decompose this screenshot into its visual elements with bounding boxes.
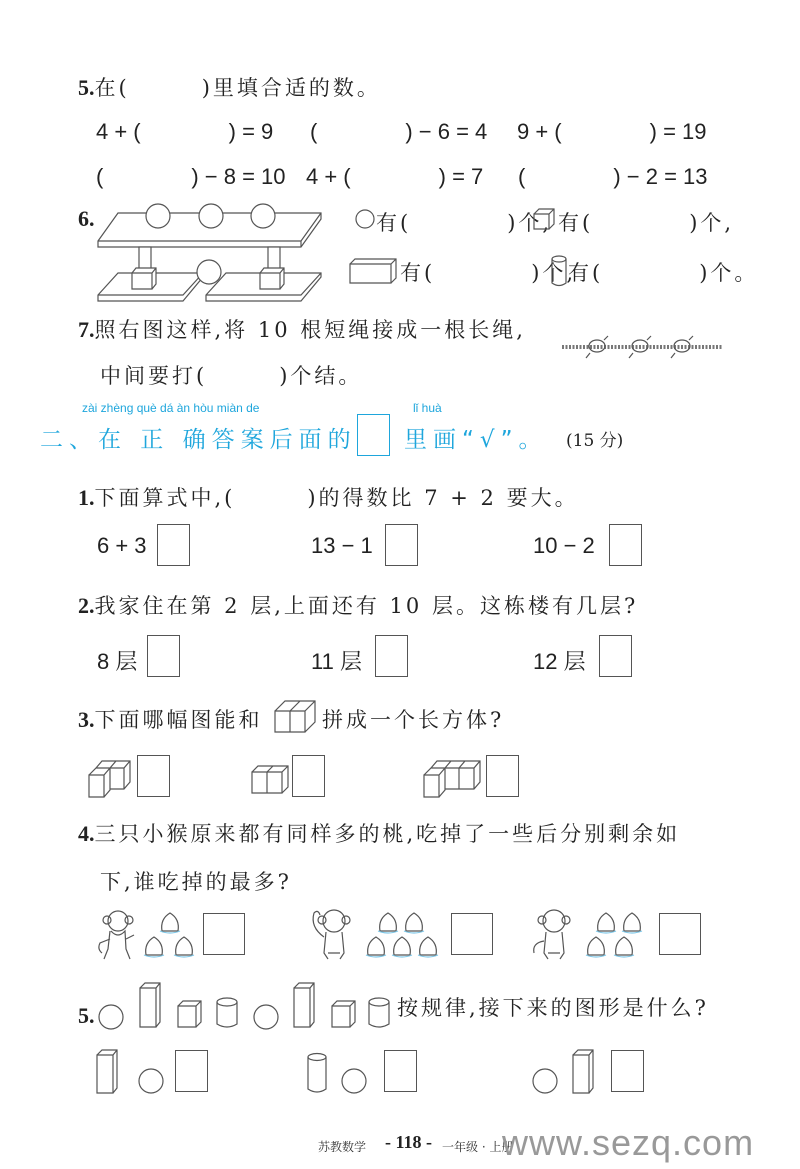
s2-q1-option-1-checkbox[interactable]: [157, 524, 190, 566]
q7-line2[interactable]: 中间要打( )个结。: [100, 364, 363, 388]
s2-q2-option-3-label: 12 层: [533, 649, 586, 674]
s2-q5-option-2-figure: [306, 1053, 368, 1095]
s2-q4-number: 4.: [78, 821, 95, 846]
q6-cube-count[interactable]: 有( )个,: [558, 211, 735, 235]
s2-q2-text: 我家住在第 2 层,上面还有 10 层。这栋楼有几层?: [94, 594, 639, 618]
q5-eq-2[interactable]: ( ) − 6 = 4: [310, 119, 488, 144]
peach-group-1-icon: [140, 909, 200, 961]
q5-eq-6[interactable]: ( ) − 2 = 13: [518, 164, 708, 189]
q7-text: 照右图这样,将 10 根短绳接成一根长绳,: [94, 318, 526, 342]
s2-q5-option-1-figure: [96, 1047, 168, 1095]
s2-q2-option-1-checkbox[interactable]: [147, 635, 180, 677]
s2-q3-option-1-checkbox[interactable]: [137, 755, 170, 797]
s2-q5-option-1-checkbox[interactable]: [175, 1050, 208, 1092]
s2-q5-number: 5.: [78, 1003, 95, 1028]
s2-q1-option-3-checkbox[interactable]: [609, 524, 642, 566]
s2-q1-prompt: [78, 482, 579, 512]
s2-q2-prompt: [78, 590, 638, 620]
shelf-figure: [96, 203, 321, 303]
q5-text: 在( )里填合适的数。: [94, 76, 381, 100]
s2-q3-option-2-checkbox[interactable]: [292, 755, 325, 797]
s2-q2-option-3-checkbox[interactable]: [599, 635, 632, 677]
cuboid-icon: [349, 258, 399, 284]
cube-icon: [533, 208, 555, 230]
cylinder-icon: [551, 255, 567, 287]
page-number: - 118 -: [385, 1132, 432, 1152]
s2-q2-option-2-checkbox[interactable]: [375, 635, 408, 677]
monkey-2-icon: [306, 907, 356, 961]
shape-sequence-figure: [96, 980, 396, 1030]
q6-sphere-count[interactable]: 有( )个,: [376, 211, 553, 235]
s2-q2-option-2-label: 11 层: [311, 649, 362, 674]
s2-q4-option-3-checkbox[interactable]: [659, 913, 701, 955]
q5-eq-4[interactable]: ( ) − 8 = 10: [96, 164, 286, 189]
s2-q1-option-2-checkbox[interactable]: [385, 524, 418, 566]
s2-q2-number: 2.: [78, 593, 95, 618]
s2-q3-prompt-b: 拼成一个长方体?: [322, 708, 505, 732]
s2-q5-prompt: 按规律,接下来的图形是什么?: [397, 996, 709, 1020]
s2-q5-option-3-figure: [531, 1047, 603, 1095]
s2-q3-number: 3.: [78, 707, 95, 732]
q5-prompt: [78, 72, 381, 102]
q7-number: 7.: [78, 317, 95, 342]
s2-q4-text: 三只小猴原来都有同样多的桃,吃掉了一些后分别剩余如: [94, 822, 681, 846]
s2-q4-option-2-checkbox[interactable]: [451, 913, 493, 955]
s2-q1-text: 下面算式中,( )的得数比 7 + 2 要大。: [94, 486, 579, 510]
s2-q1-option-3-label: 10 − 2: [533, 533, 595, 558]
two-cube-block-icon: [274, 699, 316, 733]
section2-title-left: 二、在 正 确答案后面的: [40, 427, 357, 453]
peach-group-2-icon: [364, 909, 444, 961]
s2-q3-option-3-figure: [423, 758, 481, 798]
header-pinyin-right: lǐ huà: [413, 401, 442, 415]
s2-q3-text-a: 下面哪幅图能和: [94, 708, 263, 732]
section2-score: (15 分): [566, 431, 624, 451]
s2-q1-number: 1.: [78, 485, 95, 510]
s2-q5-option-2-checkbox[interactable]: [384, 1050, 417, 1092]
monkey-3-icon: [530, 907, 574, 961]
footer-grade: 一年级 · 上册: [442, 1140, 514, 1154]
s2-q3-option-2-figure: [251, 764, 289, 800]
header-answer-box-icon: [357, 414, 390, 456]
q7-line1: [78, 314, 526, 344]
q5-eq-3[interactable]: 9 + ( ) = 19: [517, 119, 707, 144]
q6-number: 6.: [78, 206, 95, 231]
s2-q1-option-2-label: 13 − 1: [311, 533, 373, 558]
q6-cylinder-count[interactable]: 有( )个。: [568, 261, 759, 285]
s2-q3-option-1-figure: [88, 758, 132, 798]
rope-knots-figure: [562, 335, 722, 361]
section2-title-right: 里画“√”。: [404, 427, 548, 453]
q5-number: 5.: [78, 75, 95, 100]
q6-cuboid-count[interactable]: 有( )个,: [400, 261, 577, 285]
header-pinyin-left: zài zhèng què dá àn hòu miàn de: [82, 401, 260, 415]
s2-q3-prompt-a: [78, 704, 263, 734]
sphere-icon: [355, 208, 375, 230]
s2-q4-line2: 下,谁吃掉的最多?: [100, 870, 292, 894]
q5-eq-5[interactable]: 4 + ( ) = 7: [306, 164, 484, 189]
peach-group-3-icon: [582, 909, 650, 961]
watermark: www.sezq.com: [502, 1122, 755, 1163]
s2-q5-option-3-checkbox[interactable]: [611, 1050, 644, 1092]
monkey-1-icon: [96, 909, 140, 961]
s2-q3-option-3-checkbox[interactable]: [486, 755, 519, 797]
q5-eq-1[interactable]: 4 + ( ) = 9: [96, 119, 274, 144]
footer-book-name: 苏教数学: [318, 1140, 367, 1154]
s2-q2-option-1-label: 8 层: [97, 649, 138, 674]
s2-q4-option-1-checkbox[interactable]: [203, 913, 245, 955]
s2-q4-line1: [78, 818, 680, 848]
s2-q1-option-1-label: 6 + 3: [97, 533, 147, 558]
